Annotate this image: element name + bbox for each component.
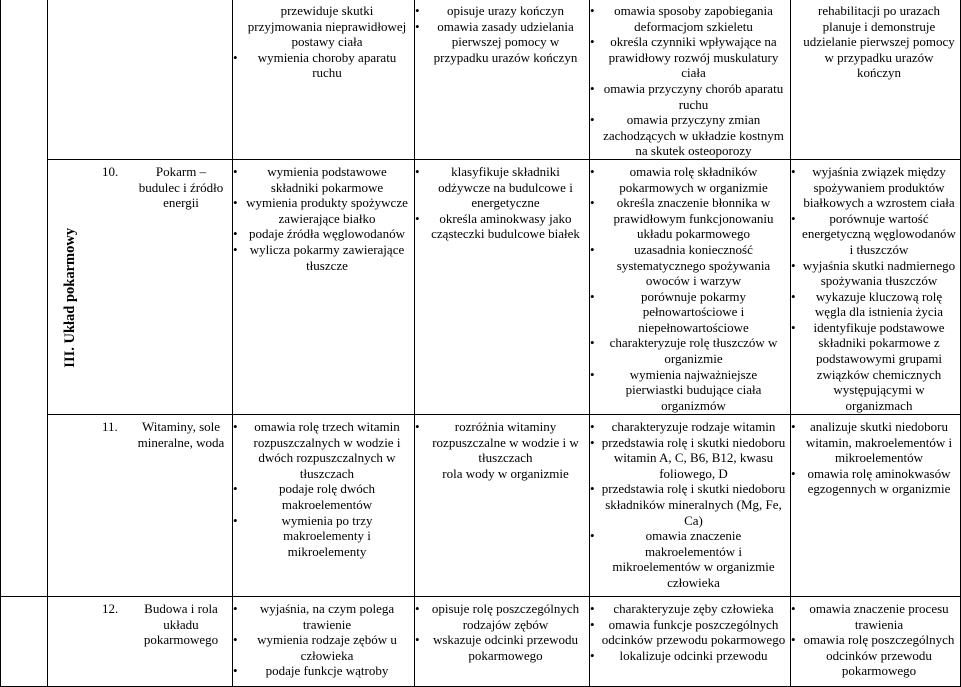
- list-item: • wymienia podstawowe składniki pokarmowe: [233, 164, 410, 195]
- list-item: • wymienia produkty spożywcze zawierające białko: [233, 195, 410, 226]
- requirements-list: [791, 160, 960, 414]
- list-item: • wyjaśnia związek między spożywaniem produktów białkowych a wzrostem ciała: [791, 164, 956, 211]
- requirements-list: [233, 415, 414, 559]
- requirements-basic-cell: [233, 159, 415, 414]
- list-item: • przedstawia rolę i skutki niedoboru witamin A, C, B6, B12, kwasu foliowego, D: [590, 435, 786, 482]
- requirements-basic-cell: [233, 596, 415, 686]
- list-item: • charakteryzuje rolę tłuszczów w organizmie: [590, 335, 786, 366]
- list-item: • wymienia najważniejsze pierwiastki budujące ciała organizmów: [590, 367, 786, 414]
- requirements-extended-cell: [415, 0, 590, 159]
- requirements-extended-cell: [415, 596, 590, 686]
- topic-number: 10.: [102, 163, 119, 179]
- list-item: • omawia sposoby zapobiegania deformacjom szkieletu: [590, 3, 786, 34]
- section-label: III. Układ pokarmowy: [62, 228, 79, 368]
- table-row: [1, 0, 961, 159]
- list-item: rehabilitacji po urazach: [818, 3, 940, 18]
- list-item: • omawia rolę składników pokarmowych w organizmie: [590, 164, 786, 195]
- requirements-extended-cell: [415, 414, 590, 596]
- list-item: • charakteryzuje zęby człowieka: [590, 601, 786, 617]
- section-label-cell-empty: [1, 596, 48, 686]
- list-item: • omawia znaczenie procesu trawienia: [791, 601, 956, 632]
- list-item: • charakteryzuje rodzaje witamin: [590, 419, 786, 435]
- list-item: • wyjaśnia, na czym polega trawienie: [233, 601, 410, 632]
- table-row: [1, 159, 961, 414]
- list-item: przewiduje skutki przyjmowania nieprawidłowej postawy ciała: [247, 3, 407, 50]
- list-item: • wylicza pokarmy zawierające tłuszcze: [233, 242, 410, 273]
- section-label-cell: [1, 0, 79, 596]
- requirements-list: [590, 0, 790, 159]
- list-item: • omawia funkcje poszczególnych odcinków przewodu pokarmowego: [590, 617, 786, 648]
- list-item: • analizuje skutki niedoboru witamin, makroelementów i mikroelementów: [791, 419, 956, 466]
- requirements-list: [233, 0, 414, 81]
- list-item: • opisuje urazy kończyn: [415, 3, 585, 19]
- list-item: • określa czynniki wpływające na prawidłowy rozwój muskulatury ciała: [590, 34, 786, 81]
- requirements-advanced-cell: [590, 414, 791, 596]
- requirements-list: [791, 415, 960, 497]
- list-item: • klasyfikuje składniki odżywcze na budulcowe i energetyczne: [415, 164, 585, 211]
- list-item: • omawia rolę aminokwasów egzogennych w organizmie: [791, 466, 956, 497]
- list-item: • porównuje wartość energetyczną węglowodanów i tłuszczów: [791, 211, 956, 258]
- topic-cell-empty: [48, 0, 233, 159]
- requirements-list: [233, 597, 414, 679]
- list-item: • porównuje pokarmy pełnowartościowe i niepełnowartościowe: [590, 289, 786, 336]
- requirements-basic-cell: [233, 0, 415, 159]
- requirements-list: [415, 0, 589, 65]
- list-item: • omawia rolę poszczególnych odcinków przewodu pokarmowego: [791, 632, 956, 679]
- table-row: [1, 596, 961, 686]
- list-item: • identyfikuje podstawowe składniki pokarmowe z podstawowymi grupami związków chemicznych występującymi w organizmach: [791, 320, 956, 414]
- requirements-excellent-cell: [791, 0, 961, 159]
- list-item: • omawia przyczyny zmian zachodzących w układzie kostnym na skutek osteoporozy: [590, 112, 786, 159]
- list-item: • wykazuje kluczową rolę węgla dla istnienia życia: [791, 289, 956, 320]
- list-item: • podaje rolę dwóch makroelementów: [233, 481, 410, 512]
- requirements-list: [590, 415, 790, 591]
- list-item: • rozróżnia witaminy rozpuszczalne w wodzie i w tłuszczach: [415, 419, 585, 466]
- list-item: • omawia znaczenie makroelementów i mikroelementów w organizmie człowieka: [590, 528, 786, 590]
- requirements-list: [415, 597, 589, 663]
- list-item: • określa znaczenie błonnika w prawidłowym funkcjonowaniu układu pokarmowego: [590, 195, 786, 242]
- list-item: • podaje źródła węglowodanów: [233, 226, 410, 242]
- requirements-list: [791, 597, 960, 679]
- requirements-list: [415, 415, 589, 481]
- list-item: • omawia zasady udzielania pierwszej pomocy w przypadku urazów kończyn: [415, 19, 585, 66]
- requirements-list: [590, 597, 790, 663]
- list-item: • określa aminokwasy jako cząsteczki budulcowe białek: [415, 211, 585, 242]
- requirements-extended-cell: [415, 159, 590, 414]
- table-row: [1, 414, 961, 596]
- list-item: • przedstawia rolę i skutki niedoboru składników mineralnych (Mg, Fe, Ca): [590, 481, 786, 528]
- list-item: planuje i demonstruje udzielanie pierwszej pomocy w przypadku urazów kończyn: [803, 18, 955, 81]
- list-item: • wymienia po trzy makroelementy i mikroelementy: [233, 513, 410, 560]
- topic-name: Budowa i rola układu pokarmowego: [143, 600, 219, 648]
- list-item: • wyjaśnia skutki nadmiernego spożywania tłuszczów: [791, 258, 956, 289]
- list-item: • lokalizuje odcinki przewodu: [590, 648, 786, 664]
- requirements-basic-cell: [233, 414, 415, 596]
- topic-cell: [48, 414, 233, 596]
- requirements-advanced-cell: [590, 0, 791, 159]
- list-item: • wymienia choroby aparatu ruchu: [233, 50, 410, 81]
- list-item: • omawia przyczyny chorób aparatu ruchu: [590, 81, 786, 112]
- list-item: • uzasadnia konieczność systematycznego spożywania owoców i warzyw: [590, 242, 786, 289]
- topic-name: Witaminy, sole mineralne, woda: [137, 418, 225, 450]
- topic-number: 11.: [102, 418, 118, 434]
- list-item: • wskazuje odcinki przewodu pokarmowego: [415, 632, 585, 663]
- list-item: rola wody w organizmie: [442, 465, 569, 481]
- requirements-excellent-cell: [791, 596, 961, 686]
- requirements-excellent-cell: [791, 414, 961, 596]
- requirements-advanced-cell: [590, 596, 791, 686]
- list-item: • opisuje rolę poszczególnych rodzajów zębów: [415, 601, 585, 632]
- requirements-list: [415, 160, 589, 242]
- topic-name: Pokarm – budulec i źródło energii: [138, 163, 224, 211]
- requirements-list: [590, 160, 790, 414]
- requirements-list: [791, 0, 960, 81]
- topic-number: 12.: [102, 600, 119, 616]
- requirements-advanced-cell: [590, 159, 791, 414]
- list-item: • podaje funkcje wątroby: [233, 663, 410, 679]
- list-item: • omawia rolę trzech witamin rozpuszczalnych w wodzie i dwóch rozpuszczalnych w tłuszczach: [233, 419, 410, 481]
- requirements-list: [233, 160, 414, 273]
- list-item: • wymienia rodzaje zębów u człowieka: [233, 632, 410, 663]
- topic-cell: [48, 596, 233, 686]
- requirements-excellent-cell: [791, 159, 961, 414]
